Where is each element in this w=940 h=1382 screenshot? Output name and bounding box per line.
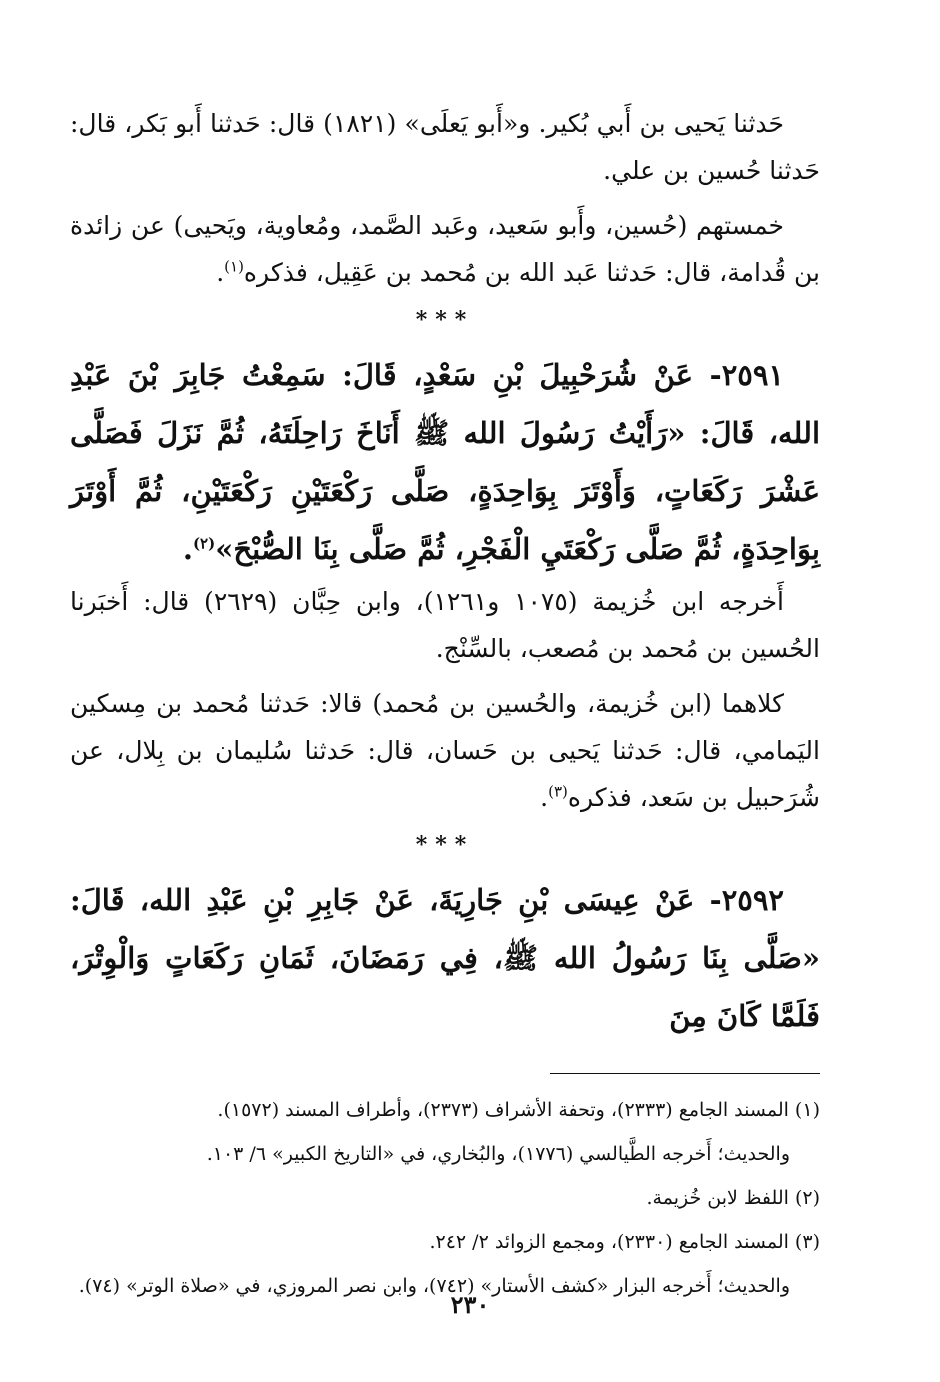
footnote-3: (٣) المسند الجامع (٢٣٣٠)، ومجمع الزوائد ٢/ ٢٤٢. <box>429 1231 820 1253</box>
hadith-2592-number: ٢٥٩٢- <box>709 883 784 917</box>
footnote-ref-2[interactable]: (٢) <box>192 534 216 553</box>
paragraph-4 <box>70 680 820 821</box>
paragraph-1-text: حَدثنا يَحيى بن أَبي بُكير. و«أَبو يَعلَى» (١٨٢١) قال: حَدثنا أَبو بَكر، قال: حَدثنا حُسين بن علي. <box>70 109 820 185</box>
main-text <box>70 100 820 296</box>
hadith-2592 <box>70 871 820 1045</box>
page-number: ٢٣٠ <box>450 1290 490 1319</box>
hadith-2591-end: . <box>182 532 193 566</box>
takhrij-2591 <box>70 578 820 821</box>
hadith-2591-text: عَنْ شُرَحْبِيلَ بْنِ سَعْدٍ، قَالَ: سَمِعْتُ جَابِرَ بْنَ عَبْدِ الله، قَالَ: «رَأَيْتُ رَسُولَ الله ﷺ أَنَاخَ رَاحِلَتَهُ، ثُمَّ نَزَلَ فَصَلَّى عَشْرَ رَكَعَاتٍ، وَأَوْتَرَ بِوَاحِدَةٍ، صَلَّى رَكْعَتَيْنِ رَكْعَتَيْنِ، ثُمَّ أَوْتَرَ بِوَاحِدَةٍ، ثُمَّ صَلَّى رَكْعَتَيِ الْفَجْرِ، ثُمَّ صَلَّى بِنَا الصُّبْحَ» <box>70 358 820 566</box>
hadith-2591 <box>70 346 820 578</box>
footnote-1: (١) المسند الجامع (٢٣٣٣)، وتحفة الأشراف (٢٣٧٣)، وأطراف المسند (١٥٧٢). <box>217 1099 820 1121</box>
page-content <box>70 100 820 1308</box>
section-separator-1: *** <box>415 307 475 333</box>
paragraph-3-text: أَخرجه ابن خُزيمة (١٠٧٥ و١٢٦١)، وابن حِبَّان (٢٦٢٩) قال: أَخبَرنا الحُسين بن مُحمد بن مُصعب، بالسِّنْج. <box>70 587 820 663</box>
footnote-ref-3[interactable]: (٣) <box>548 782 568 801</box>
footnote-1-continued: والحديث؛ أَخرجه الطَّيالسي (١٧٧٦)، والبُخاري، في «التاريخ الكبير» ٦/ ١٠٣. <box>206 1143 790 1165</box>
footnote-3-continued: والحديث؛ أَخرجه البزار «كشف الأستار» (٧٤٢)، وابن نصر المروزي، في «صلاة الوتر» (٧٤). <box>78 1275 790 1297</box>
paragraph-2-text: خمستهم (حُسين، وأَبو سَعيد، وعَبد الصَّمد، ومُعاوية، ويَحيى) عن زائدة بن قُدامة، قال: حَدثنا عَبد الله بن مُحمد بن عَقِيل، فذكره <box>70 211 820 287</box>
paragraph-3 <box>70 578 820 672</box>
footnote-ref-1[interactable]: (١) <box>224 257 244 276</box>
footnote-divider <box>550 1073 820 1074</box>
section-separator-2: *** <box>415 832 475 858</box>
paragraph-2 <box>70 202 820 296</box>
paragraph-1 <box>70 100 820 194</box>
paragraph-4-end: . <box>540 783 549 812</box>
paragraph-4-text: كلاهما (ابن خُزيمة، والحُسين بن مُحمد) قالا: حَدثنا مُحمد بن مِسكين اليَمامي، قال: حَدثنا يَحيى بن حَسان، قال: حَدثنا سُليمان بن بِلال، عن شُرَحبيل بن سَعد، فذكره <box>70 689 820 812</box>
footnote-2: (٢) اللفظ لابن خُزيمة. <box>646 1187 820 1209</box>
footnotes <box>70 1088 820 1308</box>
hadith-2592-text: عَنْ عِيسَى بْنِ جَارِيَةَ، عَنْ جَابِرِ بْنِ عَبْدِ الله، قَالَ: «صَلَّى بِنَا رَسُولُ الله ﷺ، فِي رَمَضَانَ، ثَمَانِ رَكَعَاتٍ وَالْوِتْرَ، فَلَمَّا كَانَ مِنَ <box>70 883 820 1033</box>
paragraph-2-end: . <box>216 258 225 287</box>
hadith-2591-number: ٢٥٩١- <box>709 358 784 392</box>
